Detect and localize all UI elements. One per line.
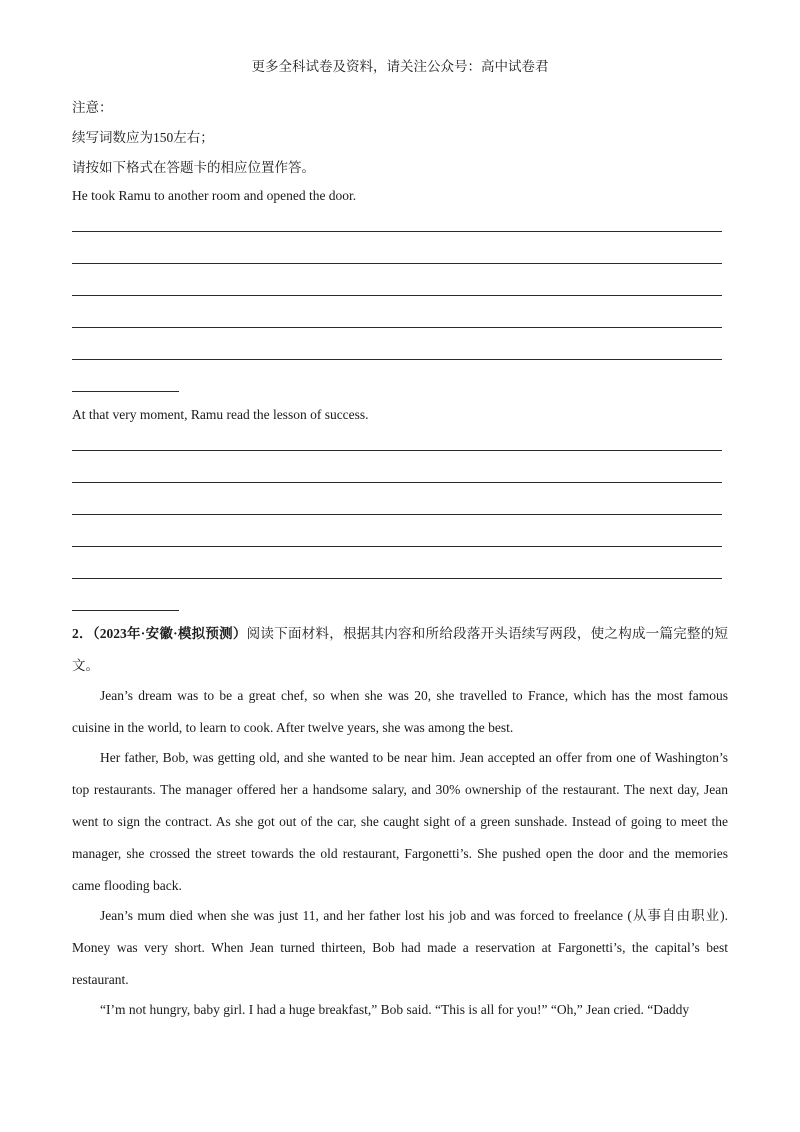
writing-line-end bbox=[72, 610, 179, 611]
writing-line bbox=[72, 231, 722, 232]
question-instruction: 阅读下面材料，根据其内容和所给段落开头语续写两段，使之构成一篇完整的短文。 bbox=[72, 626, 729, 673]
story-paragraph-1: Jean’s dream was to be a great chef, so when she was 20, she travelled to France, which has the most famous cuisine in the world, to learn to cook. After twelve years, she was among the best. bbox=[72, 688, 728, 735]
continuation-prompt-2: At that very moment, Ramu read the lesson of success. bbox=[72, 407, 369, 422]
story-paragraph-3: Jean’s mum died when she was just 11, and her father lost his job and was forced to freelance (从事自由职业). Money was very short. When Jean turned thirteen, Bob had made a reservation at Fargonetti’s, the capital’s best restaurant. bbox=[72, 908, 728, 987]
question-source: （2023年·安徽·模拟预测） bbox=[92, 626, 247, 641]
writing-line bbox=[72, 546, 722, 547]
writing-line bbox=[72, 450, 722, 451]
writing-line bbox=[72, 482, 722, 483]
story-paragraph-4: “I’m not hungry, baby girl. I had a huge breakfast,” Bob said. “This is all for you!” “Oh,” Jean cried. “Daddy bbox=[100, 1002, 690, 1017]
writing-line bbox=[72, 263, 722, 264]
note-word-count: 续写词数应为150左右； bbox=[72, 130, 214, 145]
writing-line bbox=[72, 359, 722, 360]
question-2-heading bbox=[72, 618, 728, 682]
question-number: 2． bbox=[72, 626, 93, 641]
writing-line bbox=[72, 327, 722, 328]
continuation-prompt-1: He took Ramu to another room and opened the door. bbox=[72, 188, 357, 203]
writing-line bbox=[72, 578, 722, 579]
page-header: 更多全科试卷及资料，请关注公众号：高中试卷君 bbox=[251, 59, 549, 74]
writing-line-end bbox=[72, 391, 179, 392]
story-paragraph-2: Her father, Bob, was getting old, and she wanted to be near him. Jean accepted an offer from one of Washington’s top restaurants. The manager offered her a handsome salary, and 30% ownership of the restaurant. The next day, Jean went to sign the contract. As she got out of the car, she caught sight of a green sunshade. Instead of going to meet the manager, she crossed the street towards the old restaurant, Fargonetti’s. She pushed open the door and the memories came flooding back. bbox=[72, 750, 728, 893]
notes-title: 注意： bbox=[72, 100, 113, 115]
note-format: 请按如下格式在答题卡的相应位置作答。 bbox=[72, 160, 315, 175]
writing-line bbox=[72, 514, 722, 515]
writing-line bbox=[72, 295, 722, 296]
